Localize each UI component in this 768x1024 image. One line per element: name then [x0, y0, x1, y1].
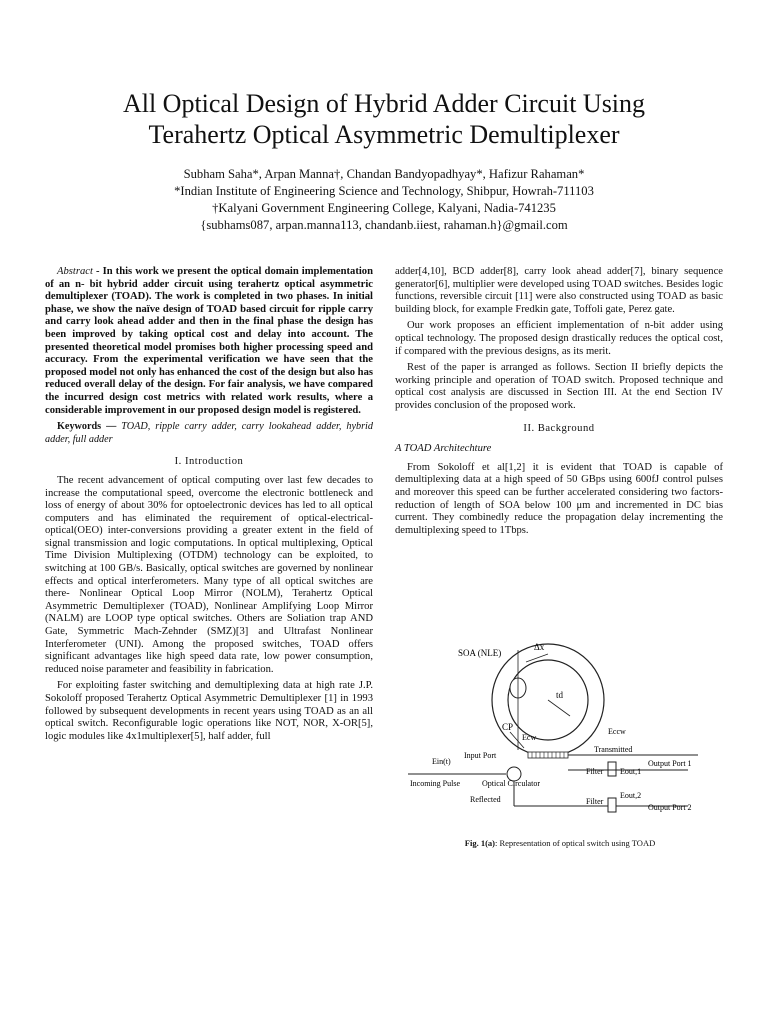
subsection-a-heading: A TOAD Architechture	[395, 443, 492, 455]
incoming-pulse-label: Incoming Pulse	[410, 779, 460, 788]
input-port-label: Input Port	[464, 751, 497, 760]
right-paragraph-2: Our work proposes an efficient implementation of n-bit adder using optical technology. The proposed design drastically reduces the optical cost, if compared with the previous designs, as its merit.	[395, 320, 723, 357]
soa-label: SOA (NLE)	[458, 648, 502, 658]
abstract	[45, 266, 373, 417]
output-port-1-label: Output Port 1	[648, 759, 692, 768]
ecw-label: Ecw	[522, 733, 537, 742]
reflected-label: Reflected	[470, 795, 501, 804]
keywords	[45, 421, 373, 446]
figure-caption	[398, 838, 722, 848]
title-line-2: Terahertz Optical Asymmetric Demultiplexer	[148, 120, 620, 149]
cp-label: CP	[502, 722, 514, 732]
intro-paragraph-1: The recent advancement of optical computing over last few decades to increase the computational speed, overcome the electronic bottleneck and loss of energy of about 30% for optoelectronic devices has led to all optical computers and has eliminated the requirement of optical-electrical-optical(OEO) inter-conversions providing a greater extent in the field of signal transmission and logic computations. In optical multiplexing, Optical Time Division Multiplexing (OTDM) technology can be exploited, to switching at 100 GB/s. Basically, optical switches are governed by nonlinear effects and optical interferometers. Many type of all optical switches are there- Nonlinear Optical Loop Mirror (NOLM), Terahertz Optical Asymmetric Demultiplexer (TOAD), Nonlinear Amplifying Loop Mirror (NALM) are LOOP type optical switches. Others are Soliation trap AND Gate, Symmetric Mach-Zehnder (SMZ)[3] and Ultrafast Nonlinear Interferometer (UNI). Among the proposed switches, TOAD offers significant advantages like high speed data rate, low power consumption, reduced noise parameter and feasibility in fabrication.	[45, 474, 373, 675]
author-emails: {subhams087, arpan.manna113, chandanb.iiest, rahaman.h}@gmail.com	[200, 218, 568, 232]
filter-2-label: Filter	[586, 797, 604, 806]
section-1-heading: I. Introduction	[174, 456, 244, 468]
right-column	[395, 266, 723, 541]
affiliation-1: *Indian Institute of Engineering Science and Technology, Shibpur, Howrah-711103	[174, 184, 594, 198]
affiliation-2: †Kalyani Government Engineering College, Kalyani, Nadia-741235	[212, 201, 556, 215]
filter-1	[608, 762, 616, 776]
td-line	[548, 700, 570, 716]
output-port-2-label: Output Port 2	[648, 803, 692, 812]
dx-arrow	[526, 654, 548, 662]
keywords-text: TOAD, ripple carry adder, carry lookahead adder, hybrid adder, full adder	[45, 421, 373, 445]
optical-circulator-label: Optical Circulator	[482, 779, 540, 788]
author-block	[40, 166, 728, 234]
figure-caption-text: : Representation of optical switch using TOAD	[495, 838, 656, 848]
author-names: Subham Saha*, Arpan Manna†, Chandan Bandyopadhyay*, Hafizur Rahaman*	[183, 167, 585, 181]
title-line-1: All Optical Design of Hybrid Adder Circuit Using	[122, 89, 646, 118]
filter-1-label: Filter	[586, 767, 604, 776]
right-paragraph-1: adder[4,10], BCD adder[8], carry look ahead adder[7], binary sequence generator[6], multiplier were developed using TOAD switches. Besides logic functions, reversible circuit [11] were also constructed using TOAD as basic building block, for example Fredkin gate, Toffoli gate, Perez gate.	[395, 266, 723, 315]
eout2-label: Eout,2	[620, 791, 642, 800]
eccw-label: Eccw	[608, 727, 626, 736]
figure-caption-label: Fig. 1(a)	[464, 838, 495, 848]
toad-paragraph: From Sokoloff et al[1,2] it is evident that TOAD is capable of demultiplexing data at a high speed of 50 GBps using 600fJ control pulses and moreover this speed can be further accelerated considering two factors- reduction of length of SOA below 100 μm and incremented in DC bias current. They combinedly reduce the propagation delay incrementing the demultiplexing speed to 1Tbps.	[395, 461, 723, 536]
ein-label: Ein(t)	[432, 757, 451, 766]
intro-paragraph-2: For exploiting faster switching and demultiplexing data at high rate J.P. Sokoloff proposed Terahertz Optical Asymmetric Demultiplexer [1] in 1993 followed by subsequent developments in recent years using TOAD as an all optical switch. Reconfigurable logic operations like NOT, NOR, X-OR[5], logic modules like 4x1multiplexer[5], half adder, full	[45, 680, 373, 742]
dx-label: Δx	[534, 642, 545, 652]
abstract-label: Abstract	[57, 266, 93, 277]
td-label: td	[556, 690, 564, 700]
paper-title	[40, 88, 728, 150]
filter-2	[608, 798, 616, 812]
transmitted-label: Transmitted	[594, 745, 633, 754]
section-2-heading: II. Background	[523, 422, 595, 434]
eout1-label: Eout,1	[620, 767, 642, 776]
keywords-label: Keywords —	[57, 421, 117, 433]
right-paragraph-3: Rest of the paper is arranged as follows. Section II briefly depicts the working principle and operation of TOAD switch. Proposed technique and optical cost analysis are discussed in Section III. At the end Section IV provides conclusion of the proposed work.	[395, 362, 723, 411]
abstract-text: - In this work we present the optical domain implementation of an n- bit hybrid adder circuit using terahertz optical asymmetric demultiplexer (TOAD). The work is completed in two phases. In initial phase, we show the naïve design of TOAD based circuit for ripple carry and carry look ahead adder and then in the final phase the design has been improved by taking optical cost and delay into account. The presented theoretical model promises both higher processing speed and accuracy. From the experimental verification we have seen that the proposed model not only has enhanced the cost of the design but also has reduced overall delay of the design. For fair analysis, we have compared the incurred design cost metrics with related work results, where a considerable improvement in our proposed design model is registered.	[45, 266, 373, 416]
toad-diagram	[398, 640, 722, 840]
left-column	[45, 266, 373, 747]
